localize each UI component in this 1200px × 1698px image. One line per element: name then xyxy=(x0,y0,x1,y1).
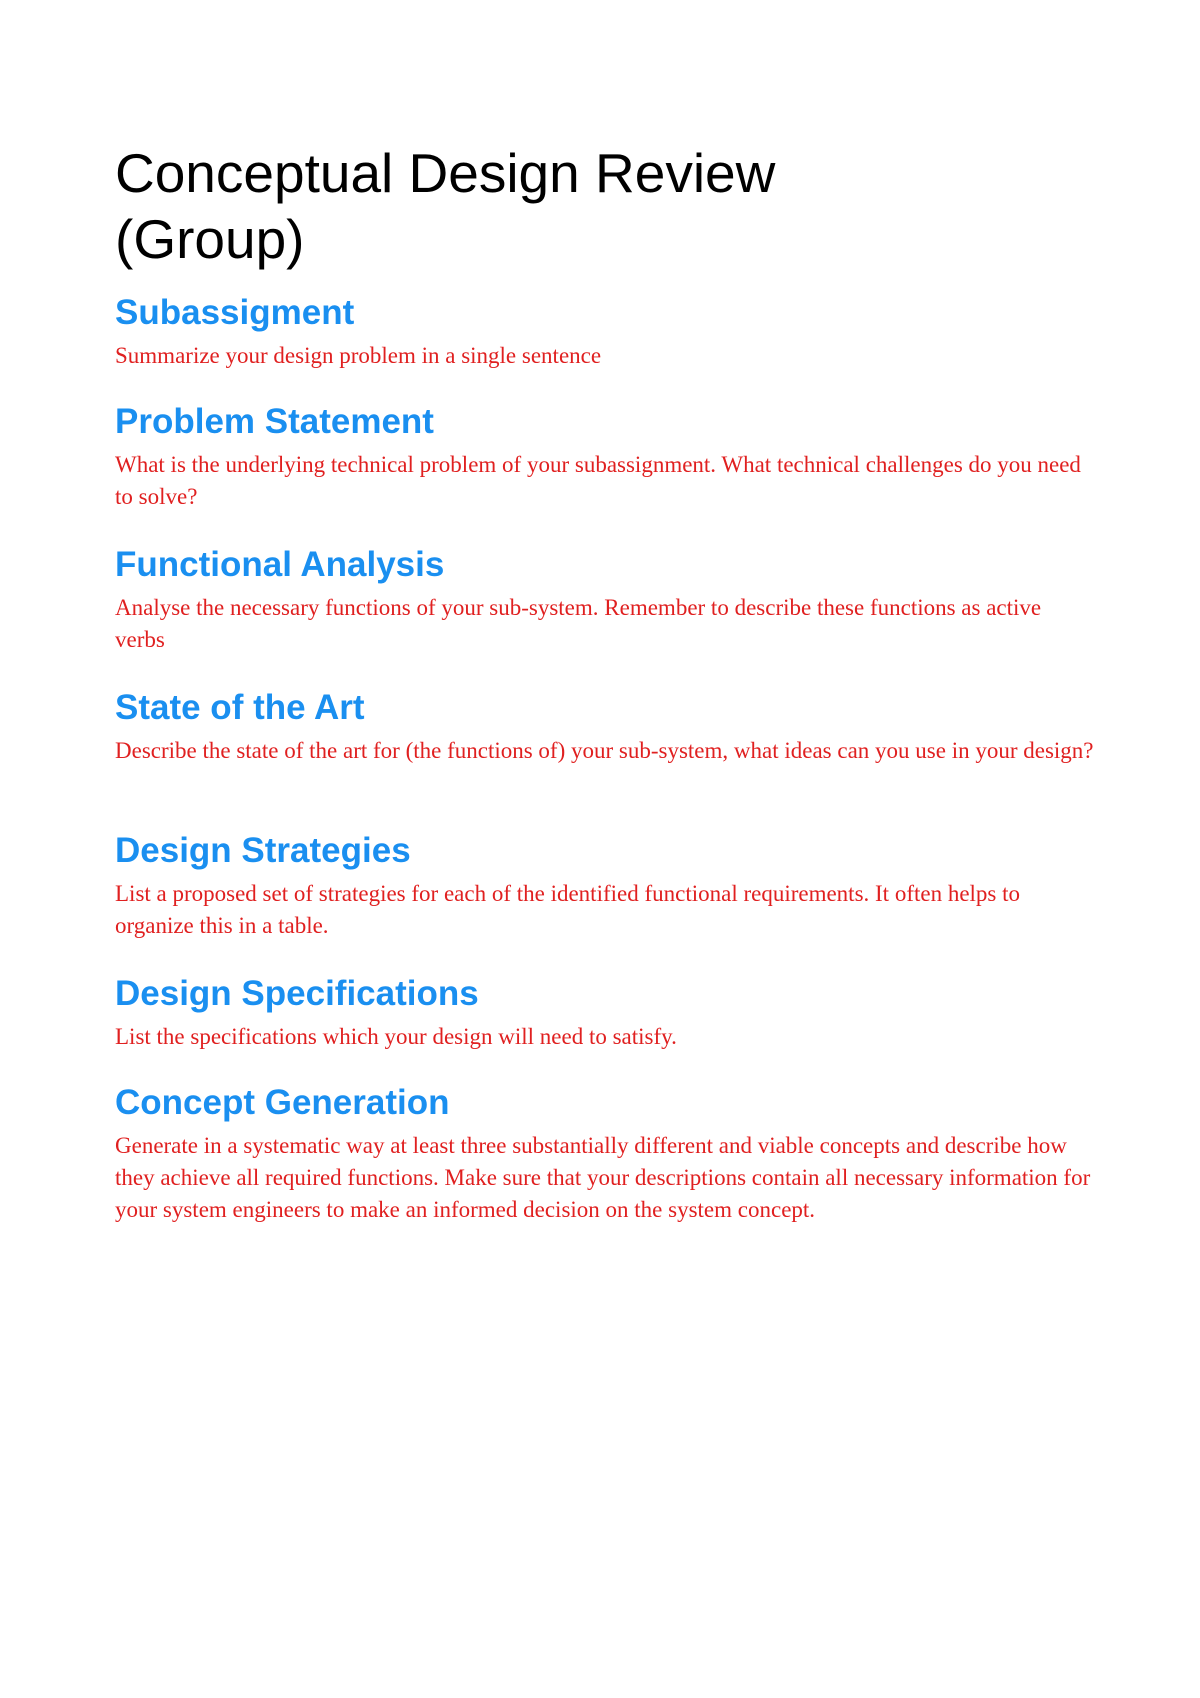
section-heading: State of the Art xyxy=(115,688,365,727)
section-body: What is the underlying technical problem of your subassignment. What technical challenges do you need to solve? xyxy=(115,452,1081,509)
document-title xyxy=(115,140,1095,272)
section-body: Summarize your design problem in a single sentence xyxy=(115,343,602,368)
section-heading: Design Specifications xyxy=(115,974,479,1013)
section-body: Analyse the necessary functions of your sub-system. Remember to describe these functions as active verbs xyxy=(115,595,1042,652)
section-functional-analysis xyxy=(115,544,1095,656)
section-body: Generate in a systematic way at least three substantially different and viable concepts and describe how they achieve all required functions. Make sure that your descriptions contain all necessary information for your system engineers to make an informed decision on the system concept. xyxy=(115,1133,1091,1222)
section-heading: Problem Statement xyxy=(115,402,434,441)
section-state-of-the-art xyxy=(115,687,1095,767)
section-heading: Functional Analysis xyxy=(115,545,445,584)
section-heading: Subassigment xyxy=(115,293,355,332)
section-problem-statement xyxy=(115,401,1095,513)
section-concept-generation xyxy=(115,1082,1095,1226)
section-heading: Concept Generation xyxy=(115,1083,450,1122)
section-body: Describe the state of the art for (the functions of) your sub-system, what ideas can you use in your design? xyxy=(115,738,1094,763)
section-heading: Design Strategies xyxy=(115,831,411,870)
section-body: List a proposed set of strategies for each of the identified functional requirements. It often helps to organize this in a table. xyxy=(115,881,1021,938)
section-subassignment xyxy=(115,292,1095,372)
document-title-line-1: Conceptual Design Review xyxy=(115,142,776,204)
section-body: List the specifications which your design will need to satisfy. xyxy=(115,1024,677,1049)
document-title-line-2: (Group) xyxy=(115,208,305,270)
section-design-strategies xyxy=(115,830,1095,942)
section-design-specifications xyxy=(115,973,1095,1053)
document-page xyxy=(115,140,1095,1222)
